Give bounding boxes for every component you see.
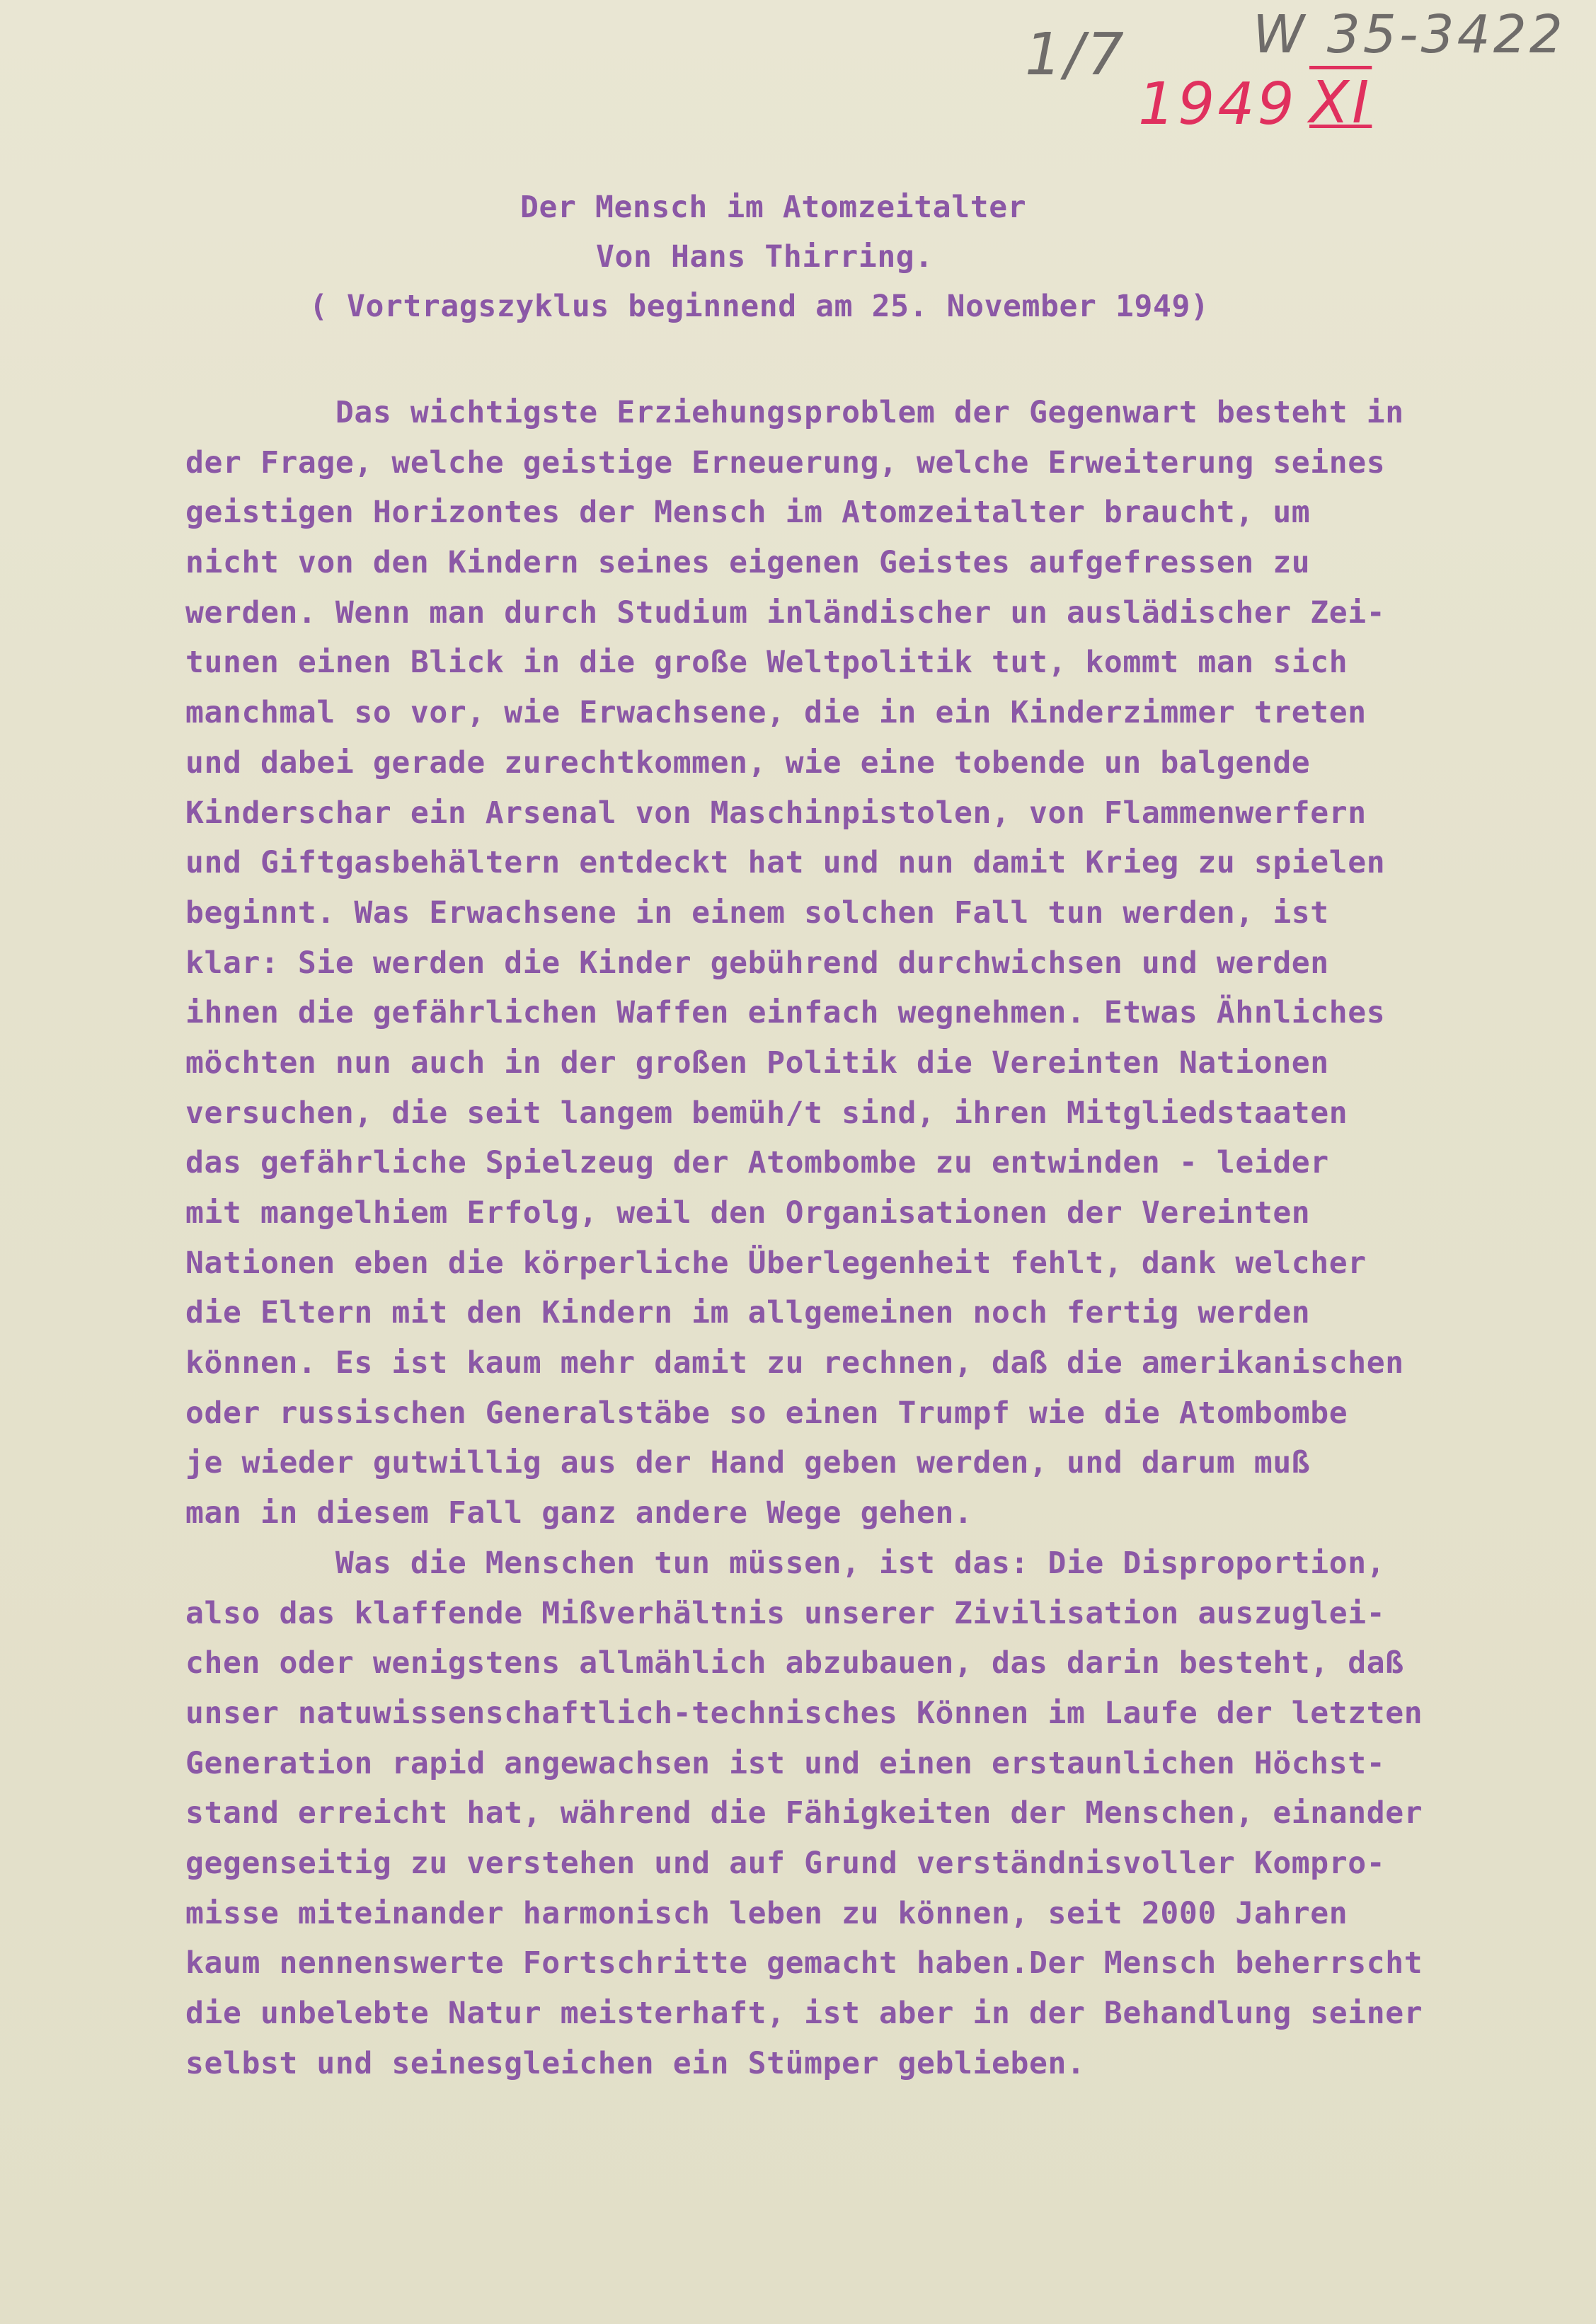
document-body bbox=[185, 388, 1516, 2088]
body-line: Das wichtigste Erziehungsproblem der Gegenwart besteht in bbox=[185, 395, 1404, 430]
body-line: können. Es ist kaum mehr damit zu rechnen, daß die amerikanischen bbox=[185, 1345, 1404, 1381]
body-line: manchmal so vor, wie Erwachsene, die in ein Kinderzimmer treten bbox=[185, 695, 1367, 731]
body-line: tunen einen Blick in die große Weltpolitik tut, kommt man sich bbox=[185, 645, 1348, 681]
handwritten-archive-signature: W 35-3422 bbox=[1253, 4, 1566, 65]
body-line: geistigen Horizontes der Mensch im Atomzeitalter braucht, um bbox=[185, 495, 1311, 531]
body-line: und Giftgasbehältern entdeckt hat und nun damit Krieg zu spielen bbox=[185, 845, 1386, 881]
body-line: chen oder wenigstens allmählich abzubauen, das darin besteht, daß bbox=[185, 1645, 1404, 1681]
handwritten-roman-numeral: XI bbox=[1309, 69, 1372, 137]
body-line: werden. Wenn man durch Studium inländischer un auslädischer Zei- bbox=[185, 594, 1386, 631]
body-line: mit mangelhiem Erfolg, weil den Organisationen der Vereinten bbox=[185, 1195, 1311, 1231]
body-line: Generation rapid angewachsen ist und einen erstaunlichen Höchst- bbox=[185, 1745, 1386, 1781]
body-line: das gefährliche Spielzeug der Atombombe zu entwinden - leider bbox=[185, 1145, 1329, 1181]
body-line: beginnt. Was Erwachsene in einem solchen Fall tun werden, ist bbox=[185, 894, 1329, 931]
body-line: klar: Sie werden die Kinder gebührend durchwichsen und werden bbox=[185, 945, 1329, 981]
body-line: und dabei gerade zurechtkommen, wie eine tobende un balgende bbox=[185, 744, 1311, 781]
body-line: unser natuwissenschaftlich-technisches Können im Laufe der letzten bbox=[185, 1695, 1423, 1731]
body-line: selbst und seinesgleichen ein Stümper geblieben. bbox=[185, 2045, 1086, 2081]
body-line: Kinderschar ein Arsenal von Maschinpistolen, von Flammenwerfern bbox=[185, 795, 1367, 831]
body-line: Was die Menschen tun müssen, ist das: Die Disproportion, bbox=[185, 1545, 1386, 1581]
body-line: gegenseitig zu verstehen und auf Grund verständnisvoller Kompro- bbox=[185, 1845, 1386, 1881]
body-line: die Eltern mit den Kindern im allgemeinen noch fertig werden bbox=[185, 1295, 1311, 1331]
body-line: also das klaffende Mißverhältnis unserer Zivilisation auszuglei- bbox=[185, 1595, 1386, 1631]
handwritten-page-number: 1/7 bbox=[1025, 21, 1127, 88]
body-line: kaum nennenswerte Fortschritte gemacht haben.Der Mensch beherrscht bbox=[185, 1945, 1423, 1981]
body-line: die unbelebte Natur meisterhaft, ist aber in der Behandlung seiner bbox=[185, 1996, 1423, 2031]
body-line: oder russischen Generalstäbe so einen Trumpf wie die Atombombe bbox=[185, 1395, 1348, 1431]
body-line: man in diesem Fall ganz andere Wege gehen. bbox=[185, 1495, 973, 1531]
body-line: nicht von den Kindern seines eigenen Geistes aufgefressen zu bbox=[185, 545, 1311, 581]
document-author: Von Hans Thirring. bbox=[596, 239, 934, 275]
body-line: der Frage, welche geistige Erneuerung, welche Erweiterung seines bbox=[185, 444, 1386, 481]
document-title: Der Mensch im Atomzeitalter bbox=[520, 190, 1027, 225]
body-line: versuchen, die seit langem bemüh/t sind, ihren Mitgliedstaaten bbox=[185, 1095, 1348, 1131]
body-line: je wieder gutwillig aus der Hand geben werden, und darum muß bbox=[185, 1445, 1311, 1481]
body-line: ihnen die gefährlichen Waffen einfach wegnehmen. Etwas Ähnliches bbox=[185, 995, 1386, 1031]
body-line: misse miteinander harmonisch leben zu können, seit 2000 Jahren bbox=[185, 1895, 1348, 1931]
body-line: möchten nun auch in der großen Politik die Vereinten Nationen bbox=[185, 1045, 1329, 1081]
document-subtitle: ( Vortragszyklus beginnend am 25. November 1949) bbox=[309, 289, 1210, 324]
body-line: Nationen eben die körperliche Überlegenheit fehlt, dank welcher bbox=[185, 1245, 1367, 1281]
body-line: stand erreicht hat, während die Fähigkeiten der Menschen, einander bbox=[185, 1795, 1423, 1831]
handwritten-year: 1949 bbox=[1138, 71, 1297, 138]
